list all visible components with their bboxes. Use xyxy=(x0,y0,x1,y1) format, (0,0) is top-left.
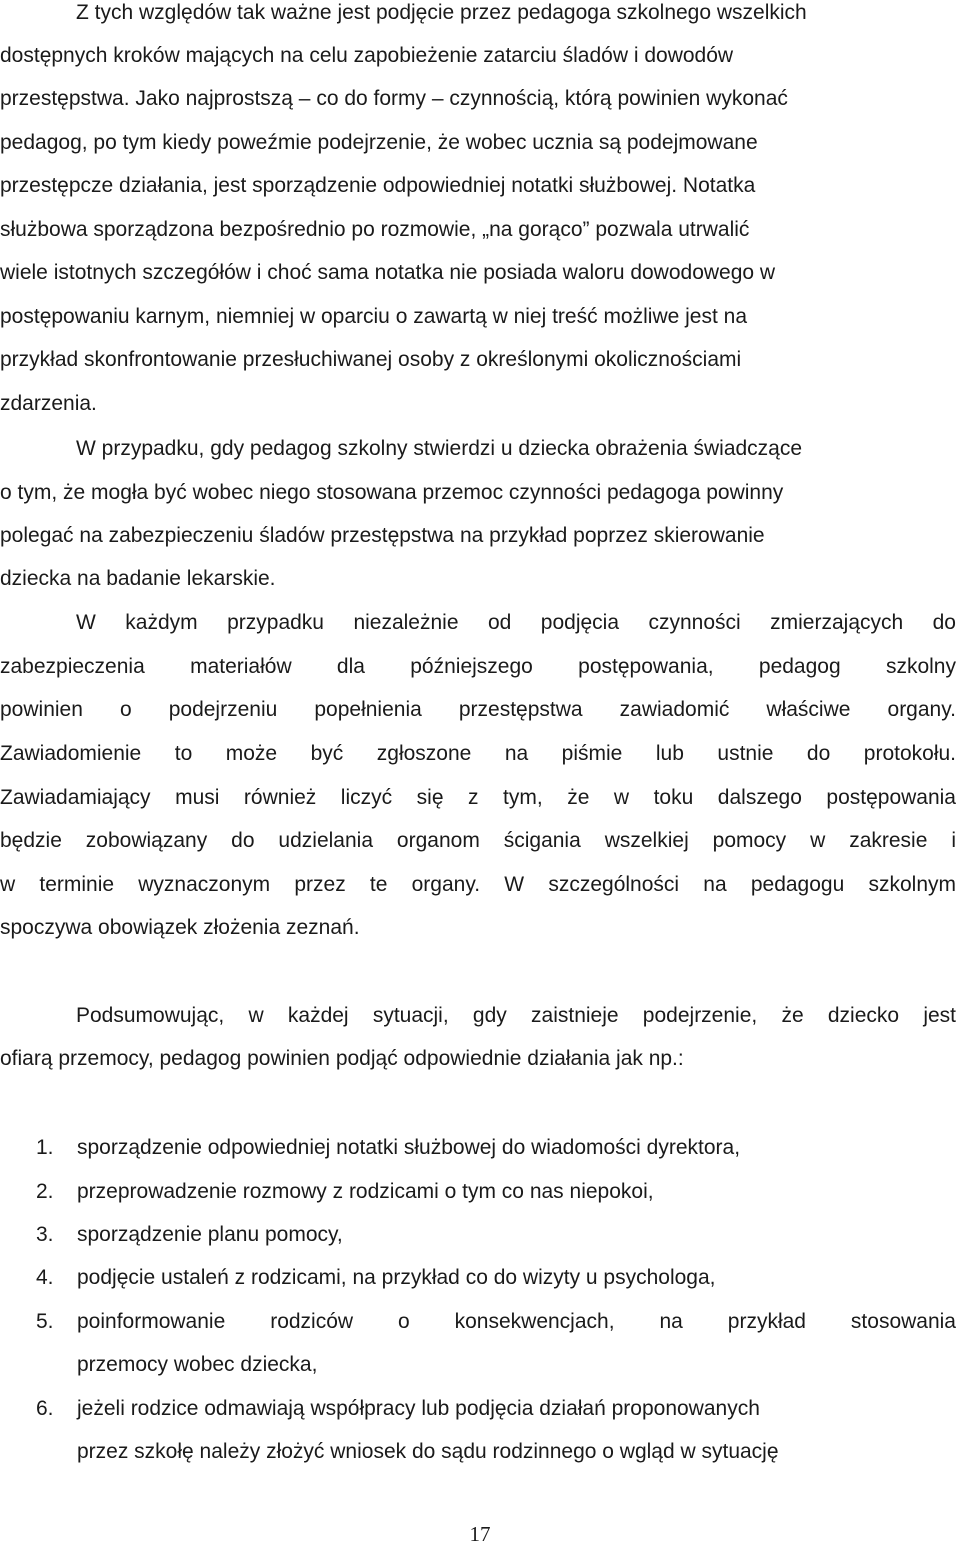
text-line: ofiarą przemocy, pedagog powinien podjąć odpowiednie działania jak np.: xyxy=(0,1047,684,1070)
list-item-text: sporządzenie odpowiedniej notatki służbowej do wiadomości dyrektora, xyxy=(77,1136,741,1159)
text-line: o tym, że mogła być wobec niego stosowana przemoc czynności pedagoga powinny xyxy=(0,481,784,504)
text-line: dziecka na badanie lekarskie. xyxy=(0,567,276,590)
text-line: będzie zobowiązany do udzielania organom ścigania wszelkiej pomocy w zakresie i xyxy=(0,829,956,852)
text-line: przestępstwa. Jako najprostszą – co do formy – czynnością, którą powinien wykonać xyxy=(0,87,788,110)
page-number: 17 xyxy=(469,1522,491,1546)
text-line: W każdym przypadku niezależnie od podjęcia czynności zmierzających do xyxy=(76,611,956,634)
text-line: Zawiadamiający musi również liczyć się z tym, że w toku dalszego postępowania xyxy=(0,786,956,809)
text-line: pedagog, po tym kiedy poweźmie podejrzenie, że wobec ucznia są podejmowane xyxy=(0,131,758,154)
list-item-text: poinformowanie rodziców o konsekwencjach, na przykład stosowania xyxy=(77,1310,956,1333)
text-line: przykład skonfrontowanie przesłuchiwanej osoby z określonymi okolicznościami xyxy=(0,348,742,371)
list-item-number: 4. xyxy=(36,1266,54,1289)
text-line: wiele istotnych szczegółów i choć sama notatka nie posiada waloru dowodowego w xyxy=(0,261,776,284)
text-line: zdarzenia. xyxy=(0,392,97,415)
text-line: w terminie wyznaczonym przez te organy. W szczególności na pedagogu szkolnym xyxy=(0,873,956,896)
text-line: dostępnych kroków mających na celu zapobieżenie zatarciu śladów i dowodów xyxy=(0,44,734,67)
list-item-number: 2. xyxy=(36,1180,54,1203)
text-line: Z tych względów tak ważne jest podjęcie przez pedagoga szkolnego wszelkich xyxy=(76,1,807,24)
text-line: spoczywa obowiązek złożenia zeznań. xyxy=(0,916,360,939)
text-line: powinien o podejrzeniu popełnienia przestępstwa zawiadomić właściwe organy. xyxy=(0,698,956,721)
list-item-text: przeprowadzenie rozmowy z rodzicami o tym co nas niepokoi, xyxy=(77,1180,654,1203)
list-item-text: przemocy wobec dziecka, xyxy=(77,1353,318,1376)
list-item-number: 3. xyxy=(36,1223,54,1246)
text-line: służbowa sporządzona bezpośrednio po rozmowie, „na gorąco” pozwala utrwalić xyxy=(0,218,750,241)
list-item-text: podjęcie ustaleń z rodzicami, na przykład co do wizyty u psychologa, xyxy=(77,1266,716,1289)
list-item-number: 1. xyxy=(36,1136,54,1159)
text-line: Zawiadomienie to może być zgłoszone na piśmie lub ustnie do protokołu. xyxy=(0,742,956,765)
list-item-number: 5. xyxy=(36,1310,54,1333)
list-item-text: jeżeli rodzice odmawiają współpracy lub podjęcia działań proponowanych xyxy=(77,1397,760,1420)
text-line: polegać na zabezpieczeniu śladów przestępstwa na przykład poprzez skierowanie xyxy=(0,524,765,547)
list-item-number: 6. xyxy=(36,1397,54,1420)
text-line: zabezpieczenia materiałów dla późniejszego postępowania, pedagog szkolny xyxy=(0,655,956,678)
text-line: postępowaniu karnym, niemniej w oparciu o zawartą w niej treść możliwe jest na xyxy=(0,305,747,328)
text-line: przestępcze działania, jest sporządzenie odpowiedniej notatki służbowej. Notatka xyxy=(0,174,756,197)
text-line: W przypadku, gdy pedagog szkolny stwierdzi u dziecka obrażenia świadczące xyxy=(76,437,803,460)
text-line: Podsumowując, w każdej sytuacji, gdy zaistnieje podejrzenie, że dziecko jest xyxy=(76,1004,956,1027)
list-item-text: sporządzenie planu pomocy, xyxy=(77,1223,343,1246)
list-item-text: przez szkołę należy złożyć wniosek do sądu rodzinnego o wgląd w sytuację xyxy=(77,1440,779,1463)
